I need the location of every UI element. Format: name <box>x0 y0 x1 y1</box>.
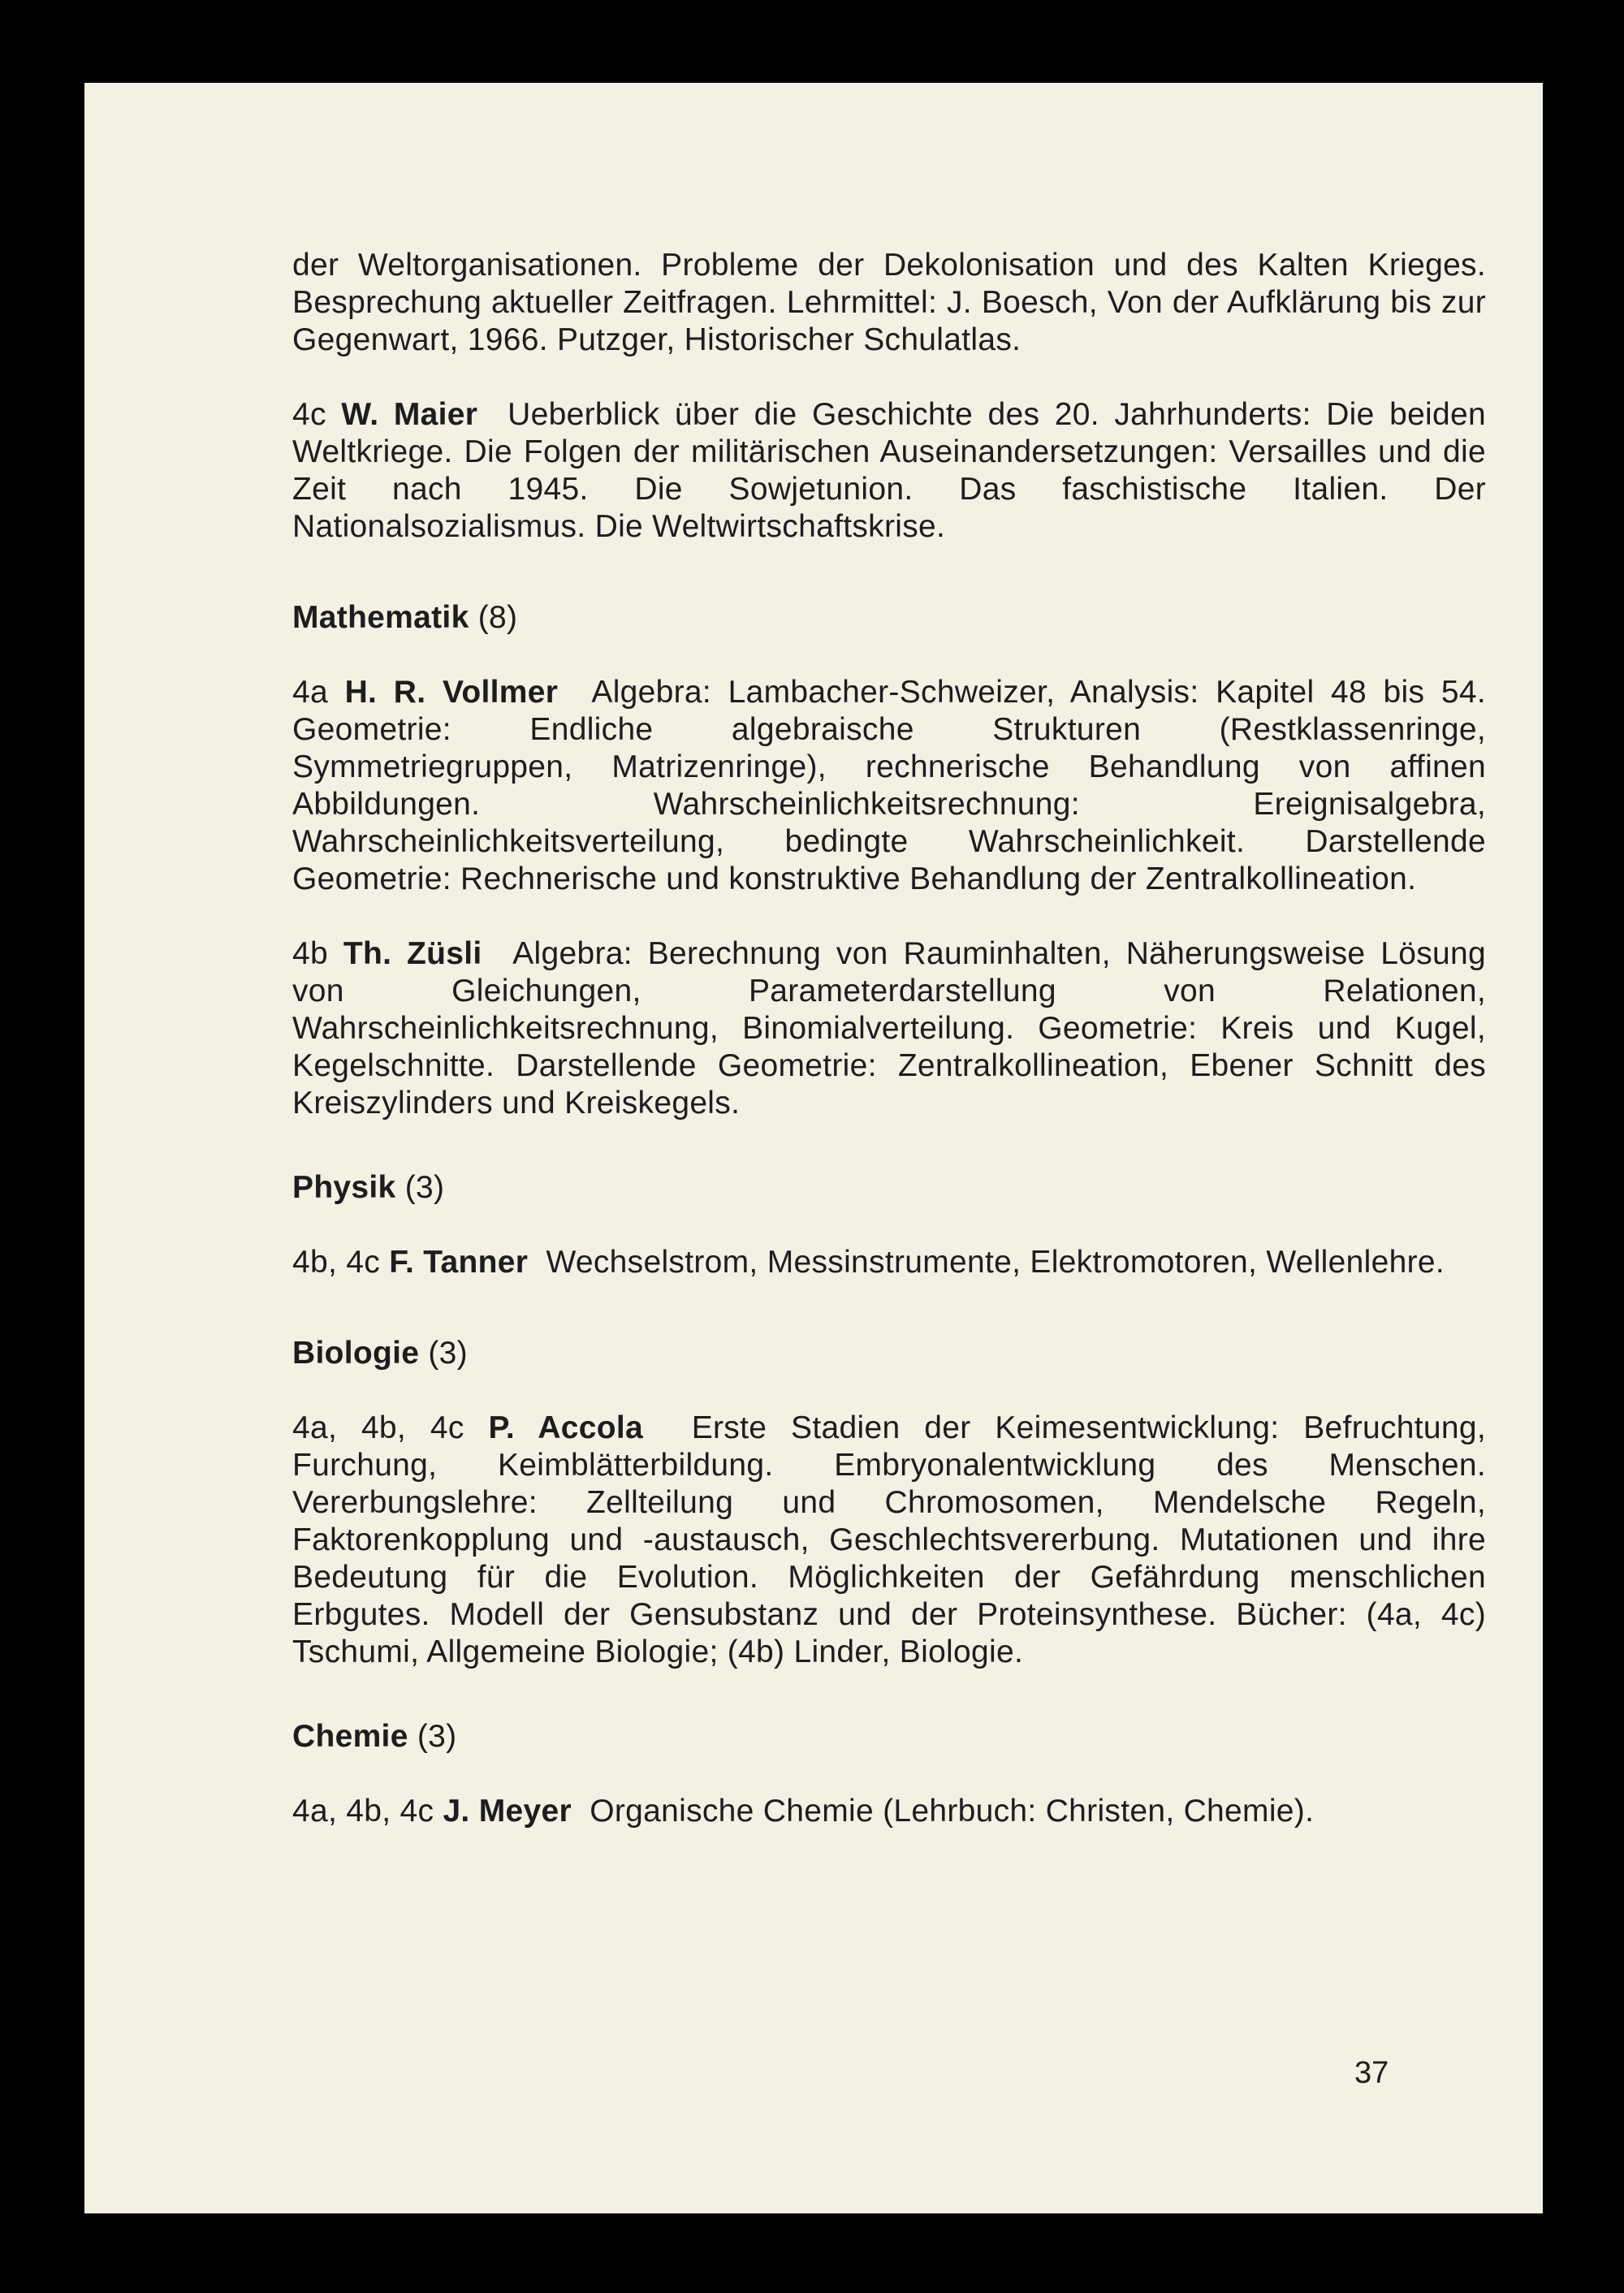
section-heading-mathematik <box>292 599 1486 637</box>
class-label: 4a, 4b, 4c <box>292 1410 464 1445</box>
document-page <box>84 83 1543 2213</box>
syllabus-text: Wechselstrom, Messinstrumente, Elektromotoren, Wellenlehre. <box>546 1245 1445 1280</box>
math-4a-paragraph <box>292 674 1486 898</box>
subject-title: Mathematik <box>292 600 469 635</box>
teacher-name: F. Tanner <box>389 1245 529 1280</box>
subject-hours: (3) <box>417 1719 457 1754</box>
page-content <box>292 247 1486 1830</box>
intro-paragraph: der Weltorganisationen. Probleme der Dekolonisation und des Kalten Krieges. Besprechung aktueller Zeitfragen. Lehrmittel: J. Boesch, Von der Aufklärung bis zur Gegenwart, 1966. Putzger, Historischer Schulatlas. <box>292 248 1486 357</box>
teacher-name: J. Meyer <box>443 1794 572 1829</box>
teacher-name: W. Maier <box>341 397 478 432</box>
teacher-name: P. Accola <box>488 1410 644 1445</box>
syllabus-text: Erste Stadien der Keimesentwicklung: Befruchtung, Furchung, Keimblätterbildung. Embryonalentwicklung des Menschen. Vererbungslehre: Zellteilung und Chromosomen, Mendelsche Regeln, Faktorenkopplung und -austausch, Geschlechtsvererbung. Mutationen und ihre Bedeutung für die Evolution. Möglichkeiten der Gefährdung menschlichen Erbgutes. Modell der Gensubstanz und der Proteinsynthese. Bücher: (4a, 4c) Tschumi, Allgemeine Biologie; (4b) Linder, Biologie. <box>292 1410 1486 1669</box>
class-label: 4b <box>292 936 328 971</box>
subject-title: Physik <box>292 1170 396 1205</box>
class-label: 4c <box>292 397 326 432</box>
teacher-name: H. R. Vollmer <box>344 675 559 710</box>
class-label: 4b, 4c <box>292 1245 381 1280</box>
syllabus-text: Ueberblick über die Geschichte des 20. Jahrhunderts: Die beiden Weltkriege. Die Folgen der militärischen Auseinandersetzungen: Versailles und die Zeit nach 1945. Die Sowjetunion. Das faschistische Italien. Der Nationalsozialismus. Die Weltwirtschaftskrise. <box>292 397 1486 544</box>
biology-paragraph <box>292 1410 1486 1671</box>
physics-paragraph <box>292 1244 1486 1281</box>
subject-hours: (3) <box>404 1170 445 1205</box>
subject-title: Biologie <box>292 1336 420 1371</box>
math-4b-paragraph <box>292 935 1486 1122</box>
section-heading-physik <box>292 1169 1486 1207</box>
class-label: 4a <box>292 675 328 710</box>
subject-hours: (3) <box>428 1336 468 1371</box>
subject-hours: (8) <box>477 600 518 635</box>
chemistry-paragraph <box>292 1793 1486 1830</box>
history-4c-paragraph <box>292 396 1486 546</box>
subject-title: Chemie <box>292 1719 408 1754</box>
page-number: 37 <box>1354 2056 1389 2090</box>
class-label: 4a, 4b, 4c <box>292 1794 434 1829</box>
teacher-name: Th. Züsli <box>343 936 482 971</box>
syllabus-text: Organische Chemie (Lehrbuch: Christen, Chemie). <box>590 1794 1315 1829</box>
section-heading-chemie <box>292 1718 1486 1755</box>
section-heading-biologie <box>292 1335 1486 1372</box>
syllabus-text: Algebra: Berechnung von Rauminhalten, Näherungsweise Lösung von Gleichungen, Parameterdarstellung von Relationen, Wahrscheinlichkeitsrechnung, Binomialverteilung. Geometrie: Kreis und Kugel, Kegelschnitte. Darstellende Geometrie: Zentralkollineation, Ebener Schnitt des Kreiszylinders und Kreiskegels. <box>292 936 1487 1121</box>
syllabus-text: Algebra: Lambacher-Schweizer, Analysis: Kapitel 48 bis 54. Geometrie: Endliche algebraische Strukturen (Restklassenringe, Symmetriegruppen, Matrizenringe), rechnerische Behandlung von affinen Abbildungen. Wahrscheinlichkeitsrechnung: Ereignisalgebra, Wahrscheinlichkeitsverteilung, bedingte Wahrscheinlichkeit. Darstellende Geometrie: Rechnerische und konstruktive Behandlung der Zentralkollineation. <box>292 675 1487 896</box>
